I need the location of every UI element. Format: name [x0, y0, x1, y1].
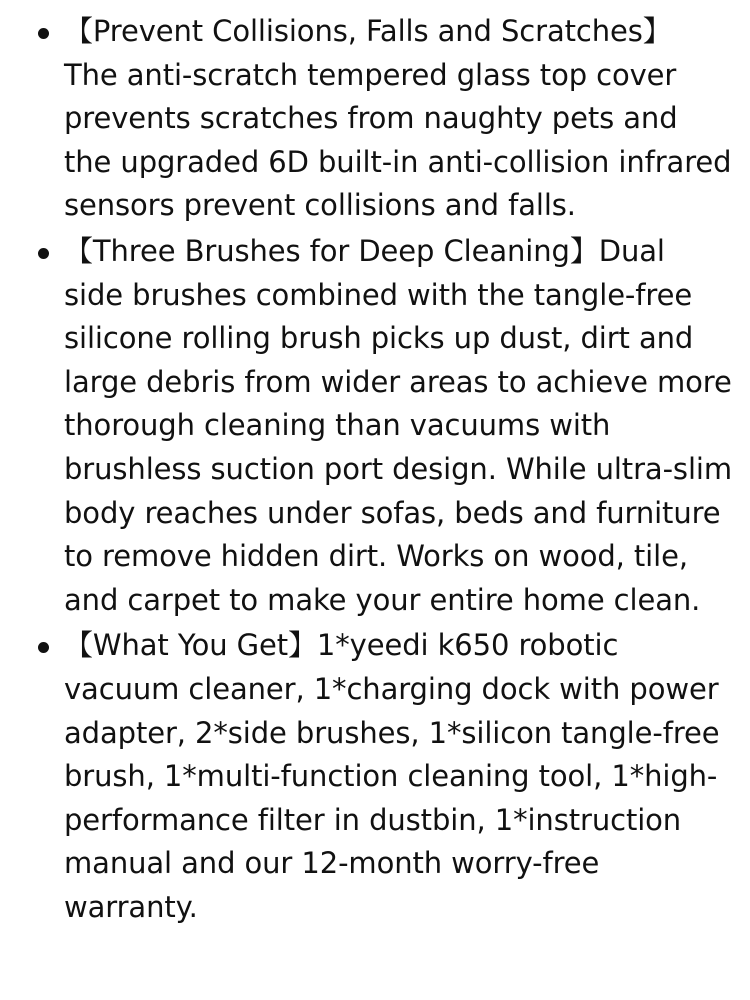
feature-heading: 【Three Brushes for Deep Cleaning】 — [64, 233, 599, 268]
feature-heading: 【What You Get】 — [64, 628, 317, 663]
feature-text — [64, 230, 732, 622]
bullet-dot-icon — [38, 642, 49, 653]
feature-item-three-brushes — [0, 230, 750, 622]
feature-heading: 【Prevent Collisions, Falls and Scratches】 — [64, 14, 672, 48]
feature-text — [64, 10, 732, 228]
feature-item-prevent-collisions — [0, 10, 750, 228]
bullet-dot-icon — [38, 28, 49, 39]
feature-item-what-you-get — [0, 624, 750, 929]
feature-bullet-list — [0, 10, 750, 931]
feature-text — [64, 624, 732, 929]
bullet-dot-icon — [38, 248, 49, 259]
feature-body: 1*yeedi k650 robotic vacuum cleaner, 1*charging dock with power adapter, 2*side brushes, 1*silicon tangle-free brush, 1*multi-function cleaning tool, 1*high-performance filter in dustbin, 1*instruction manual and our 12-month worry-free warranty. — [64, 628, 720, 924]
feature-body: Dual side brushes combined with the tangle-free silicone rolling brush picks up dust, dirt and large debris from wider areas to achieve more thorough cleaning than vacuums with brushless suction port design. While ultra-slim body reaches under sofas, beds and furniture to remove hidden dirt. Works on wood, tile, and carpet to make your entire home clean. — [64, 233, 733, 617]
feature-body: The anti-scratch tempered glass top cover prevents scratches from naughty pets and the upgraded 6D built-in anti-collision infrared sensors prevent collisions and falls. — [64, 57, 732, 223]
